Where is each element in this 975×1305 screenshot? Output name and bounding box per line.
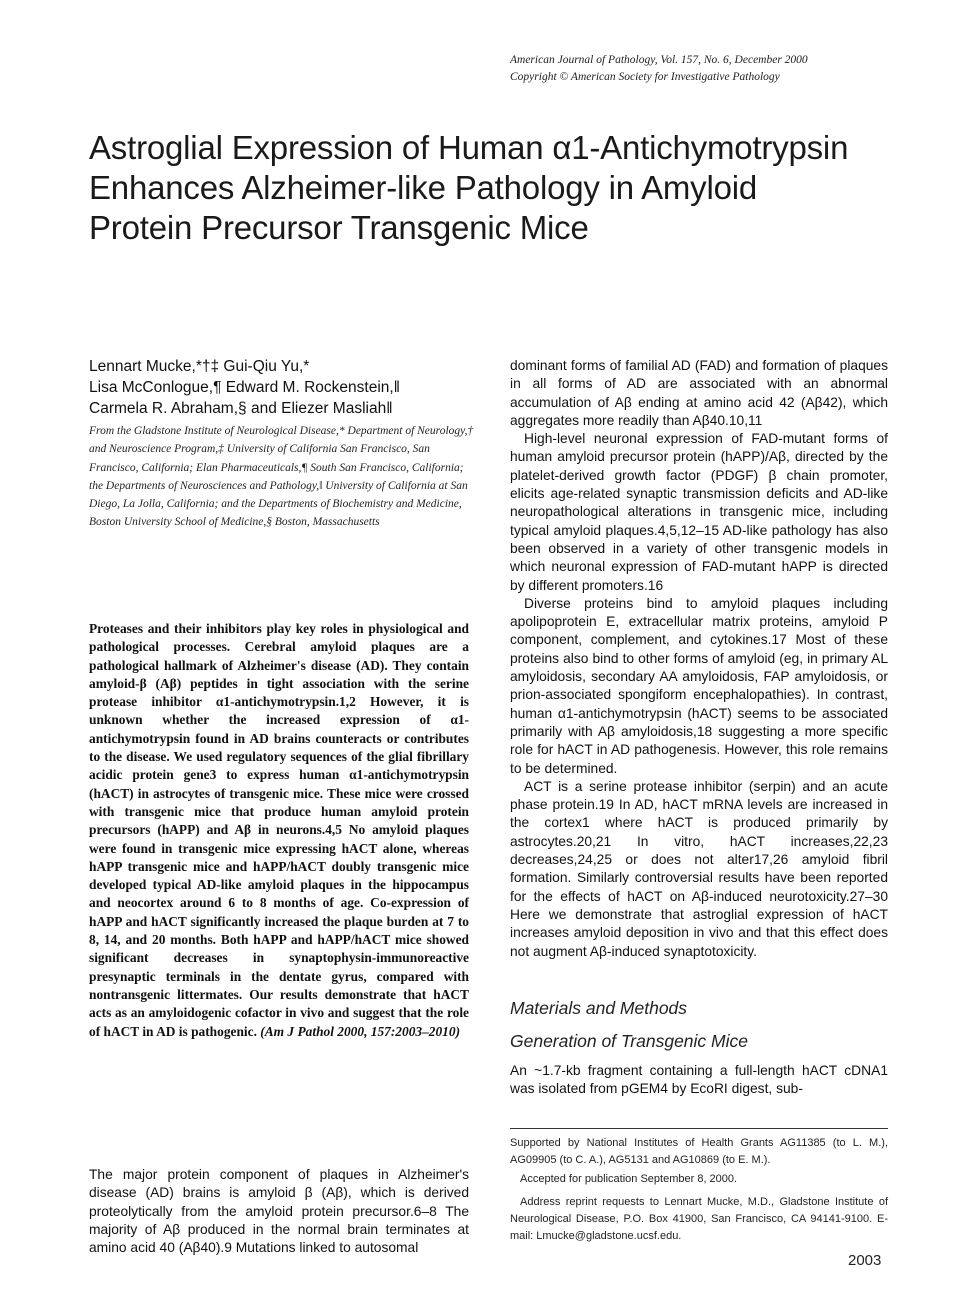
abstract-citation: (Am J Pathol 2000, 157:2003–2010) — [260, 1023, 461, 1039]
subsection-heading-generation: Generation of Transgenic Mice — [510, 1031, 748, 1051]
footnote-reprint: Address reprint requests to Lennart Mucke, M.D., Gladstone Institute of Neurological Disease, P.O. Box 41900, San Francisco, CA 94141-9100. E-mail: Lmucke@gladstone.ucsf.edu. — [510, 1195, 888, 1243]
journal-header — [510, 52, 930, 86]
body-paragraph: Diverse proteins bind to amyloid plaques including apolipoprotein E, extracellular matrix proteins, amyloid P component, complement, and cytokines.17 Most of these proteins also bind to other forms of amyloid (eg, in primary AL amyloidosis, secondary AA amyloidosis, FAP amyloidosis, or prion-associated spongiform encephalopathies). In contrast, human α1-antichymotrypsin (hACT) seems to be associated primarily with Aβ amyloidosis,18 suggesting a more specific role for hACT in AD pathogenesis. However, this role remains to be determined. — [510, 595, 888, 776]
right-column-body — [510, 357, 888, 961]
title-line-1: Astroglial Expression of Human α1-Antichymotrypsin — [89, 129, 849, 166]
article-title — [89, 128, 909, 248]
footnotes — [510, 1135, 888, 1245]
title-line-3: Protein Precursor Transgenic Mice — [89, 209, 589, 246]
author-list — [89, 356, 489, 419]
body-paragraph: ACT is a serine protease inhibitor (serpin) and an acute phase protein.19 In AD, hACT mRNA levels are increased in the cortex1 where hACT is produced primarily by astrocytes.20,21 In vitro, hACT increases,22,23 decreases,24,25 or does not alter17,26 amyloid fibril formation. Similarly controversial results have been reported for the effects of hACT on Aβ-induced neurotoxicity.27–30 Here we demonstrate that astroglial expression of hACT increases amyloid deposition in vivo and that this effect does not augment Aβ-induced synaptotoxicity. — [510, 778, 888, 959]
abstract — [89, 620, 469, 1041]
author-line-2: Lisa McConlogue,¶ Edward M. Rockenstein,‖ — [89, 379, 401, 396]
author-line-1: Lennart Mucke,*†‡ Gui-Qiu Yu,* — [89, 358, 310, 375]
journal-citation-line: American Journal of Pathology, Vol. 157, No. 6, December 2000 — [510, 54, 808, 66]
introduction-paragraph: The major protein component of plaques in Alzheimer's disease (AD) brains is amyloid β (Aβ), which is derived proteolytically from the amyloid protein precursor.6–8 The majority of Aβ produced in the normal brain terminates at amino acid 40 (Aβ40).9 Mutations linked to autosomal — [89, 1167, 469, 1256]
affiliations: From the Gladstone Institute of Neurological Disease,* Department of Neurology,† and Neuroscience Program,‡ University of California San Francisco, San Francisco, California; Elan Pharmaceuticals,¶ South San Francisco, California; the Departments of Neurosciences and Pathology,‖ University of California at San Diego, La Jolla, California; and the Departments of Biochemistry and Medicine, Boston University School of Medicine,§ Boston, Massachusetts — [89, 425, 474, 529]
methods-paragraph: An ~1.7-kb fragment containing a full-length hACT cDNA1 was isolated from pGEM4 by EcoRI digest, sub- — [510, 1063, 888, 1097]
author-line-3: Carmela R. Abraham,§ and Eliezer Masliah‖ — [89, 400, 393, 417]
page-number: 2003 — [848, 1252, 882, 1269]
body-paragraph: High-level neuronal expression of FAD-mutant forms of human amyloid precursor protein (hAPP)/Aβ, directed by the platelet-derived growth factor (PDGF) β chain promoter, elicits age-related synaptic transmission deficits and AD-like neuropathological alterations in transgenic mice, including typical amyloid plaques.4,5,12–15 AD-like pathology has also been observed in a variety of other transgenic models in which neuronal expression of FAD-mutant hAPP is directed by different promoters.16 — [510, 431, 888, 593]
footnote-divider — [510, 1128, 888, 1129]
copyright-line: Copyright © American Society for Investigative Pathology — [510, 71, 780, 83]
abstract-text: Proteases and their inhibitors play key roles in physiological and pathological processes. Cerebral amyloid plaques are a pathological hallmark of Alzheimer's disease (AD). They contain amyloid-β (Aβ) peptides in tight association with the serine protease inhibitor α1-antichymotrypsin.1,2 However, it is unknown whether the increased expression of α1-antichymotrypsin found in AD brains counteracts or contributes to the disease. We used regulatory sequences of the glial fibrillary acidic protein gene3 to express human α1-antichymotrypsin (hACT) in astrocytes of transgenic mice. These mice were crossed with transgenic mice that produce human amyloid protein precursors (hAPP) and Aβ in neurons.4,5 No amyloid plaques were found in transgenic mice expressing hACT alone, whereas hAPP transgenic mice and hAPP/hACT doubly transgenic mice developed typical AD-like amyloid plaques in the hippocampus and neocortex around 6 to 8 months of age. Co-expression of hAPP and hACT significantly increased the plaque burden at 7 to 8, 14, and 20 months. Both hAPP and hAPP/hACT mice showed significant decreases in synaptophysin-immunoreactive presynaptic terminals in the dentate gyrus, compared with nontransgenic littermates. Our results demonstrate that hACT acts as an amyloidogenic cofactor in vivo and suggest that the role of hACT in AD is pathogenic. — [89, 621, 469, 1039]
body-paragraph: dominant forms of familial AD (FAD) and formation of plaques in all forms of AD are associated with an abnormal accumulation of Aβ ending at amino acid 42 (Aβ42), which aggregates more readily than Aβ40.10,11 — [510, 358, 888, 428]
section-heading-materials-methods: Materials and Methods — [510, 998, 688, 1018]
footnote-accepted: Accepted for publication September 8, 2000. — [520, 1173, 738, 1186]
footnote-support: Supported by National Institutes of Health Grants AG11385 (to L. M.), AG09905 (to C. A.), AG5131 and AG10869 (to E. M.). — [510, 1137, 888, 1167]
title-line-2: Enhances Alzheimer-like Pathology in Amyloid — [89, 169, 758, 206]
